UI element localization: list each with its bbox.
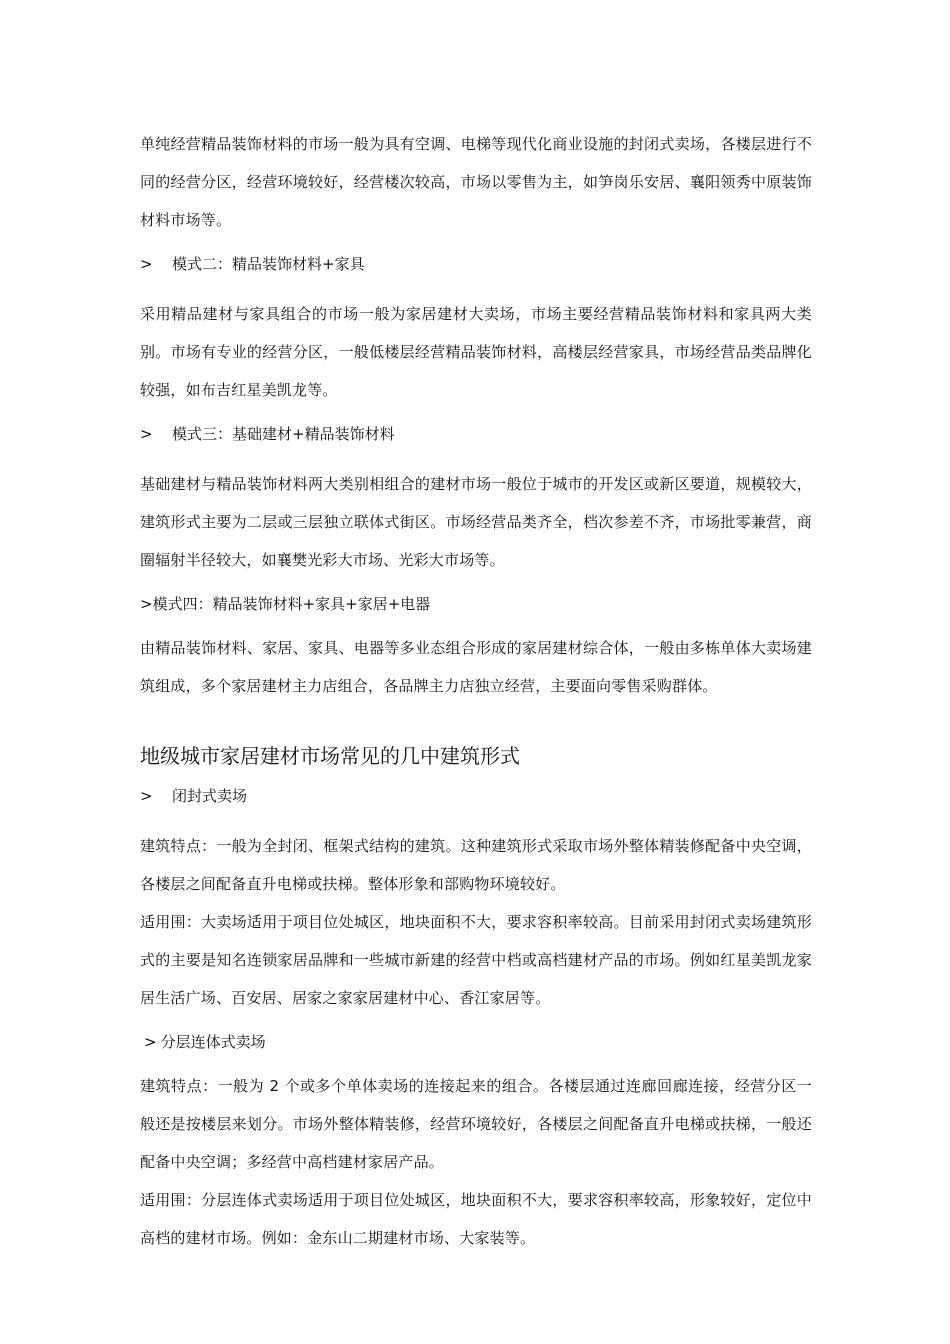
bullet-closed-market-label: 闭封式卖场 (172, 787, 248, 805)
document-body (140, 125, 812, 1257)
paragraph-closed-applicability: 适用围：大卖场适用于项目位处城区，地块面积不大，要求容积率较高。目前采用封闭式卖场建筑形式的主要是知名连锁家居品牌和一些城市新建的经营中档或高档建材产品的市场。例如红星美凯龙家居生活广场、百安居、居家之家家居建材中心、香江家居等。 (140, 913, 812, 1007)
paragraph-mode-two-description: 采用精品建材与家具组合的市场一般为家居建材大卖场，市场主要经营精品装饰材料和家具两大类别。市场有专业的经营分区，一般低楼层经营精品装饰材料，高楼层经营家具，市场经营品类品牌化较强，如布吉红星美凯龙等。 (140, 305, 812, 399)
paragraph-mode-four-description: 由精品装饰材料、家居、家具、电器等多业态组合形成的家居建材综合体，一般由多栋单体大卖场建筑组成，多个家居建材主力店组合，各品牌主力店独立经营，主要面向零售采购群体。 (140, 639, 812, 695)
bullet-mark: > (144, 1033, 157, 1051)
bullet-mark: > (140, 425, 153, 443)
bullet-mark: > (140, 787, 153, 805)
bullet-mode-three-label: 模式三：基础建材+精品装饰材料 (172, 425, 395, 443)
bullet-mode-four (140, 585, 812, 623)
bullet-mark: > (140, 595, 153, 613)
bullet-mode-three (140, 415, 812, 453)
paragraph-layered-features: 建筑特点：一般为 2 个或多个单体卖场的连接起来的组合。各楼层通过连廊回廊连接，经营分区一般还是按楼层来划分。市场外整体精装修，经营环境较好，各楼层之间配备直升电梯或扶梯，一般还配备中央空调；多经营中高档建材家居产品。 (140, 1077, 812, 1171)
bullet-mode-two-label: 模式二：精品装饰材料+家具 (172, 255, 365, 273)
bullet-layered-market-label: 分层连体式卖场 (160, 1033, 266, 1051)
bullet-mode-four-label: 模式四：精品装饰材料+家具+家居+电器 (152, 595, 431, 613)
bullet-layered-market (140, 1023, 812, 1061)
section-heading: 地级城市家居建材市场常见的几中建筑形式 (140, 744, 520, 768)
paragraph-mode-three-description: 基础建材与精品装饰材料两大类别相组合的建材市场一般位于城市的开发区或新区要道，规模较大，建筑形式主要为二层或三层独立联体式街区。市场经营品类齐全，档次参差不齐，市场批零兼营，商圈辐射半径较大，如襄樊光彩大市场、光彩大市场等。 (140, 475, 812, 569)
paragraph-closed-features: 建筑特点：一般为全封闭、框架式结构的建筑。这种建筑形式采取市场外整体精装修配备中央空调，各楼层之间配备直升电梯或扶梯。整体形象和部购物环境较好。 (140, 837, 812, 893)
bullet-closed-market (140, 777, 812, 815)
bullet-mode-two (140, 245, 812, 283)
paragraph-layered-applicability: 适用围：分层连体式卖场适用于项目位处城区，地块面积不大，要求容积率较高，形象较好，定位中高档的建材市场。例如：金东山二期建材市场、大家装等。 (140, 1191, 812, 1247)
bullet-mark: > (140, 255, 153, 273)
paragraph-mode-one-description: 单纯经营精品装饰材料的市场一般为具有空调、电梯等现代化商业设施的封闭式卖场，各楼层进行不同的经营分区，经营环境较好，经营楼次较高，市场以零售为主，如笋岗乐安居、襄阳领秀中原装饰材料市场等。 (140, 135, 812, 229)
